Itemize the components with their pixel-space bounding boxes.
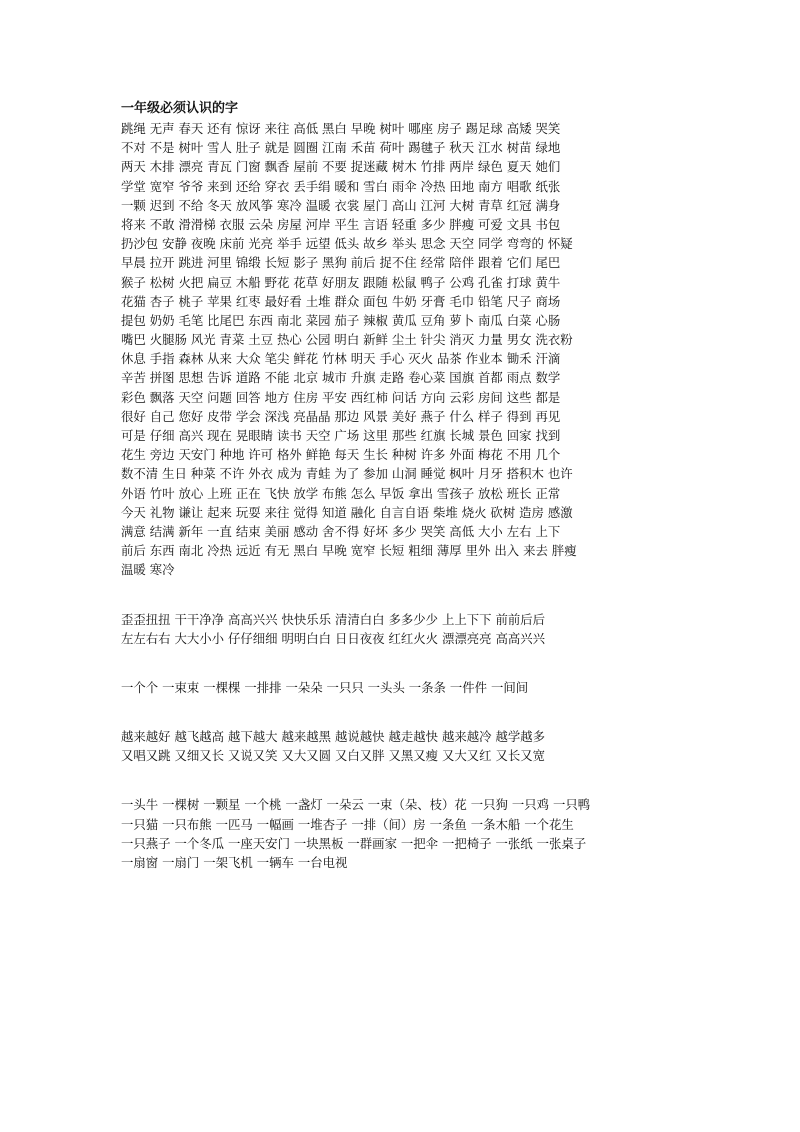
word-line: 提包 奶奶 毛笔 比尾巴 东西 南北 菜园 茄子 辣椒 黄瓜 豆角 萝卜 南瓜 白菜 心肠	[121, 312, 561, 328]
word-line: 两天 木排 漂亮 青瓦 门窗 飘香 屋前 不要 捉迷藏 树木 竹排 两岸 绿色 夏天 她们	[121, 159, 561, 175]
measure-words	[121, 678, 691, 697]
word-line: 猴子 松树 火把 扁豆 木船 野花 花草 好朋友 跟随 松鼠 鸭子 公鸡 孔雀 打球 黄牛	[121, 274, 561, 290]
word-line: 数不清 生日 种菜 不许 外衣 成为 青蛙 为了 参加 山洞 睡觉 枫叶 月牙 搭积木 也许	[121, 466, 573, 482]
word-line: 外语 竹叶 放心 上班 正在 飞快 放学 布熊 怎么 早饭 拿出 雪孩子 放松 班长 正常	[121, 485, 561, 501]
word-line: 辛苦 拼图 思想 告诉 道路 不能 北京 城市 升旗 走路 卷心菜 国旗 首都 雨点 数学	[121, 370, 561, 386]
word-line: 一颗 迟到 不给 冬天 放风筝 寒冷 温暖 衣裳 屋门 高山 江河 大树 青草 红冠 满身	[121, 197, 561, 213]
yue-line: 越来越好 越飞越高 越下越大 越来越黑 越说越快 越走越快 越来越冷 越学越多	[121, 729, 546, 745]
word-line: 将来 不敢 滑滑梯 衣服 云朵 房屋 河岸 平生 言语 轻重 多少 胖瘦 可爱 文具 书包	[121, 216, 561, 232]
word-line: 学堂 宽窄 爷爷 来到 还给 穿衣 丢手绢 暖和 雪白 雨伞 冷热 田地 南方 唱歌 纸张	[121, 178, 561, 194]
word-line: 扔沙包 安静 夜晚 床前 光亮 举手 远望 低头 故乡 举头 思念 天空 同学 弯弯的 怀疑	[121, 236, 573, 252]
yue-words	[121, 727, 691, 765]
word-list	[121, 119, 691, 580]
word-line: 很好 自己 您好 皮带 学会 深浅 亮晶晶 那边 风景 美好 燕子 什么 样子 得到 再见	[121, 408, 561, 424]
word-line: 不对 不是 树叶 雪人 肚子 就是 圆圈 江南 禾苗 荷叶 踢毽子 秋天 江水 树苗 绿地	[121, 140, 561, 156]
paragraph-gap	[121, 697, 691, 727]
document-title: 一年级必须认识的字	[121, 101, 239, 116]
word-line: 彩色 飘落 天空 问题 回答 地方 住房 平安 西红柿 问话 方向 云彩 房间 这些 都是	[121, 389, 561, 405]
quantifier-line: 一只燕子 一个冬瓜 一座天安门 一块黑板 一群画家 一把伞 一把椅子 一张纸 一张桌子	[121, 835, 587, 851]
word-line: 休息 手指 森林 从来 大众 笔尖 鲜花 竹林 明天 手心 灭火 品茶 作业本 锄禾 汗滴	[121, 351, 561, 367]
word-line: 今天 礼物 谦让 起来 玩耍 来往 觉得 知道 融化 自言自语 柴堆 烧火 砍树 造房 感激	[121, 504, 573, 520]
aabb-line: 歪歪扭扭 干干净净 高高兴兴 快快乐乐 清清白白 多多少少 上上下下 前前后后	[121, 611, 546, 627]
word-line: 花生 旁边 天安门 种地 许可 格外 鲜艳 每天 生长 种树 许多 外面 梅花 不用 几个	[121, 447, 561, 463]
word-line: 前后 东西 南北 冷热 远近 有无 黑白 早晚 宽窄 长短 粗细 薄厚 里外 出入 来去 胖瘦	[121, 543, 577, 559]
word-line: 满意 结满 新年 一直 结束 美丽 感动 舍不得 好坏 多少 哭笑 高低 大小 左右 上下	[121, 523, 561, 539]
aabb-line: 左左右右 大大小小 仔仔细细 明明白白 日日夜夜 红红火火 漂漂亮亮 高高兴兴	[121, 630, 546, 646]
paragraph-gap	[121, 648, 691, 678]
word-line: 花猫 杏子 桃子 苹果 红枣 最好看 土堆 群众 面包 牛奶 牙膏 毛巾 铅笔 尺子 商场	[121, 293, 561, 309]
yue-line: 又唱又跳 又细又长 又说又笑 又大又圆 又白又胖 又黑又瘦 又大又红 又长又宽	[121, 748, 546, 764]
quantifier-words	[121, 795, 691, 872]
quantifier-line: 一头牛 一棵树 一颗星 一个桃 一盏灯 一朵云 一束（朵、枝）花 一只狗 一只鸡 一只鸭	[121, 797, 591, 813]
paragraph-gap	[121, 765, 691, 795]
measure-line: 一个个 一束束 一棵棵 一排排 一朵朵 一只只 一头头 一条条 一件件 一间间	[121, 679, 529, 695]
word-line: 嘴巴 火腿肠 风光 青菜 土豆 热心 公园 明白 新鲜 尘土 针尖 消灭 力量 男女 洗衣粉	[121, 332, 573, 348]
paragraph-gap	[121, 580, 691, 610]
word-line: 跳绳 无声 春天 还有 惊讶 来往 高低 黑白 早晚 树叶 哪座 房子 踢足球 高矮 哭笑	[121, 121, 561, 136]
word-line: 可是 仔细 高兴 现在 晃眼睛 读书 天空 广场 这里 那些 红旗 长城 景色 回家 找到	[121, 428, 561, 443]
word-line: 早晨 拉开 跳进 河里 锦缎 长短 影子 黑狗 前后 捉不住 经常 陪伴 跟着 它们 尾巴	[121, 255, 561, 271]
quantifier-line: 一只猫 一只布熊 一匹马 一幅画 一堆杏子 一排（间）房 一条鱼 一条木船 一个花生	[121, 816, 574, 832]
quantifier-line: 一扇窗 一扇门 一架飞机 一辆车 一台电视	[121, 855, 348, 870]
word-line: 温暖 寒冷	[121, 562, 175, 578]
aabb-words	[121, 610, 691, 648]
document-page	[121, 99, 691, 872]
